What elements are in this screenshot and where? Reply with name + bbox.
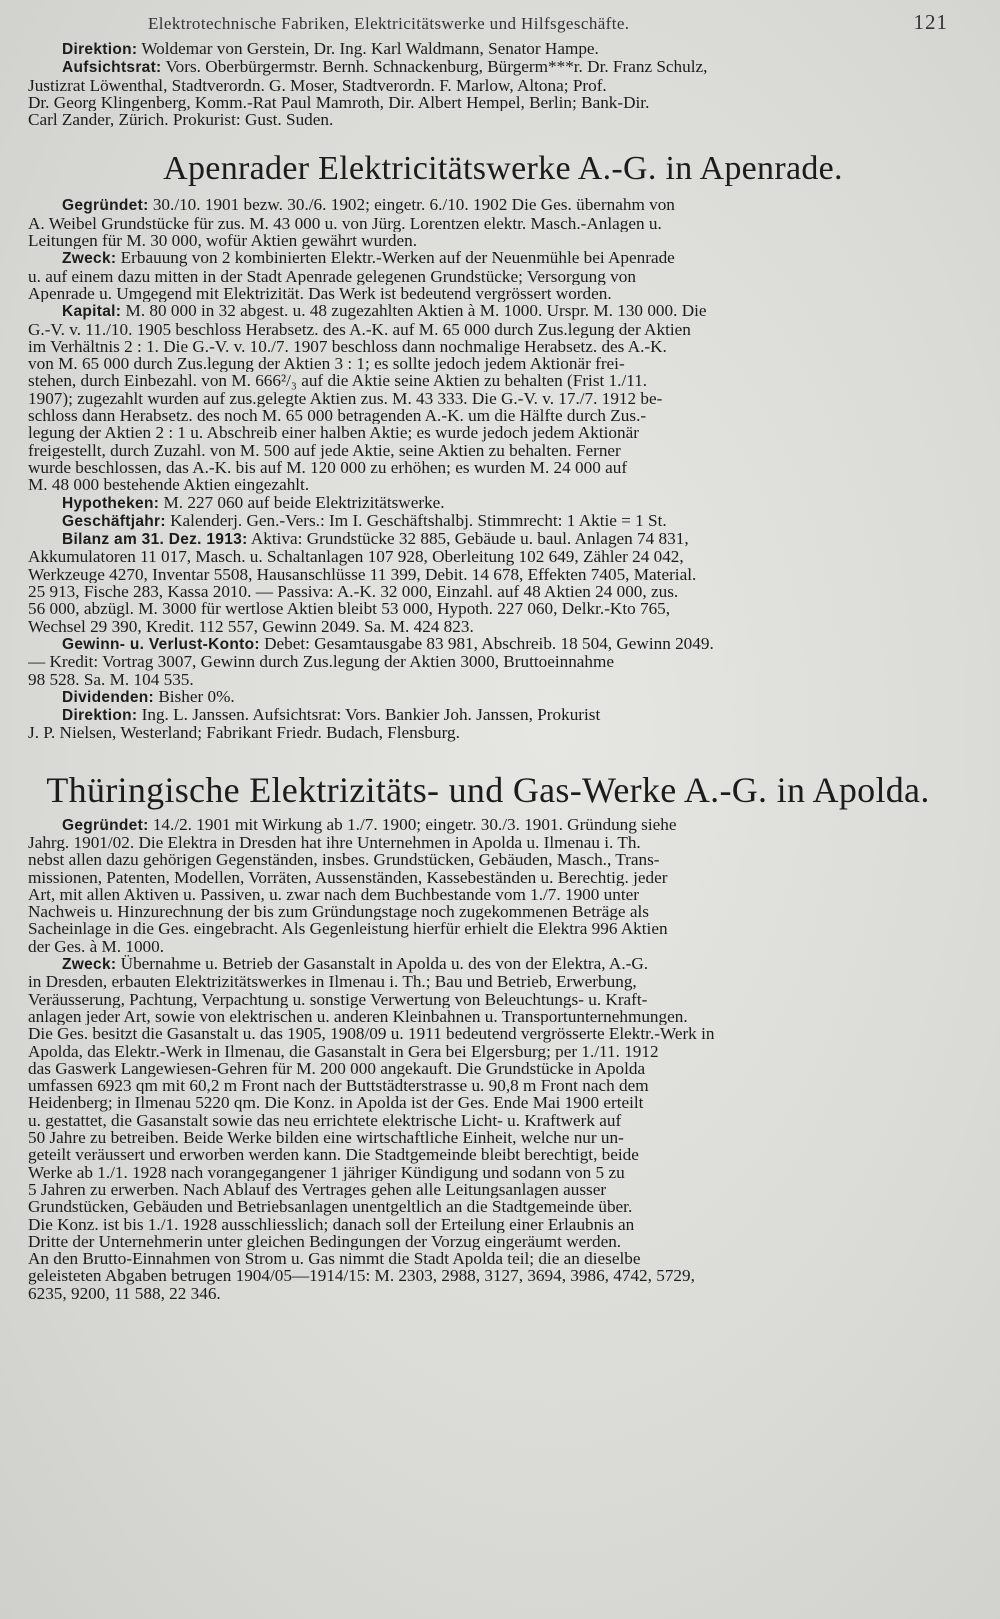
- line-text: Die Ges. besitzt die Gasanstalt u. das 1905, 1908/09 u. 1911 bedeutend vergrösserte Elektr.-Werk in: [28, 1025, 715, 1043]
- line-text: 25 913, Fische 283, Kassa 2010. — Passiva: A.-K. 32 000, Einzahl. auf 48 Aktien 24 000, zus.: [28, 583, 679, 601]
- text-line: [28, 355, 948, 372]
- text-line: [28, 77, 948, 94]
- text-line: [28, 1112, 948, 1129]
- field-label: Zweck:: [62, 956, 117, 974]
- field-label: Zweck:: [62, 250, 117, 268]
- line-text: 50 Jahre zu betreiben. Beide Werke bilden eine wirtschaftliche Einheit, welche nur un-: [28, 1129, 624, 1147]
- field-label: Gewinn- u. Verlust-Konto:: [62, 635, 260, 653]
- text-line: [28, 1267, 948, 1284]
- section-title-apolda: Thüringische Elektrizitäts- und Gas-Werke A.-G. in Apolda.: [46, 769, 930, 810]
- line-text: der Ges. à M. 1000.: [28, 937, 165, 956]
- line-text: A. Weibel Grundstücke für zus. M. 43 000 u. von Jürg. Lorentzen elektr. Masch.-Anlagen u.: [28, 214, 662, 233]
- text-line: [28, 834, 948, 851]
- text-line: [28, 390, 948, 407]
- text-line: [28, 459, 948, 476]
- line-text: u. gestattet, die Gasanstalt sowie das neu errichtete elektrische Licht- u. Kraftwerk auf: [28, 1111, 622, 1130]
- line-text: Jahrg. 1901/02. Die Elektra in Dresden hat ihre Unternehmen in Apolda u. Ilmenau i. Th.: [28, 833, 641, 852]
- line-text: freigestellt, durch Zuzahl. von M. 500 auf jede Aktie, seine Aktien zu behalten. Ferner: [28, 441, 621, 459]
- text-line: [28, 442, 948, 459]
- line-text: im Verhältnis 2 : 1. Die G.-V. v. 10./7. 1907 beschloss dann nochmalige Herabsetz. des A.-K.: [28, 337, 667, 356]
- section-body-apolda: [28, 816, 948, 1302]
- line-text: anlagen jeder Art, sowie von elektrischen u. anderen Kleinbahnen u. Transportunternehmungen.: [28, 1007, 688, 1026]
- text-line: [28, 635, 948, 653]
- running-head-title: Elektrotechnische Fabriken, Elektricitätswerke und Hilfsgeschäfte.: [148, 14, 630, 33]
- line-text: M. 227 060 auf beide Elektrizitätswerke.: [159, 493, 445, 512]
- line-text: Kalenderj. Gen.-Vers.: Im I. Geschäftshalbj. Stimmrecht: 1 Aktie = 1 St.: [165, 511, 667, 530]
- line-text: J. P. Nielsen, Westerland; Fabrikant Friedr. Budach, Flensburg.: [28, 724, 460, 742]
- line-text: Grundstücken, Gebäuden und Betriebsanlagen unentgeltlich an die Stadtgemeinde über.: [28, 1198, 633, 1216]
- line-text: 14./2. 1901 mit Wirkung ab 1./7. 1900; eingetr. 30./3. 1901. Gründung siehe: [148, 815, 677, 834]
- text-line: [28, 321, 948, 338]
- line-text: in Dresden, erbauten Elektrizitätswerkes in Ilmenau i. Th.; Bau und Betrieb, Erwerbung,: [28, 973, 637, 991]
- line-text: 98 528. Sa. M. 104 535.: [28, 670, 194, 688]
- field-label: Dividenden:: [62, 688, 155, 706]
- section-body-apenrade: [28, 196, 948, 741]
- top-entry-text: [28, 40, 948, 128]
- text-line: [28, 920, 948, 937]
- line-text: stehen, durch Einbezahl. von M. 666²/₃ auf die Aktie seine Aktien zu behalten (Frist 1./11.: [28, 372, 648, 390]
- text-line: [28, 566, 948, 583]
- text-line: [28, 1129, 948, 1146]
- text-line: [28, 249, 948, 267]
- text-line: [28, 338, 948, 355]
- field-label: Gegründet:: [62, 197, 149, 215]
- text-line: [28, 671, 948, 688]
- text-line: [28, 869, 948, 886]
- line-text: wurde beschlossen, das A.-K. bis auf M. 120 000 zu erhöhen; es wurden M. 24 000 auf: [28, 458, 628, 477]
- line-text: von M. 65 000 durch Zus.legung der Aktien 3 : 1; es sollte jedoch jedem Aktionär frei-: [28, 355, 625, 373]
- line-text: 6235, 9200, 11 588, 22 346.: [28, 1284, 221, 1302]
- line-text: das Gaswerk Langewiesen-Gehren für M. 200 000 angekauft. Die Grundstücke in Apolda: [28, 1059, 646, 1078]
- text-line: [28, 938, 948, 955]
- text-line: [28, 215, 948, 232]
- text-line: [28, 955, 948, 973]
- text-line: [28, 991, 948, 1008]
- field-label: Aufsichtsrat:: [62, 59, 162, 77]
- line-text: Sacheinlage in die Ges. eingebracht. Als Gegenleistung hierfür erhielt die Elektra 996 Aktien: [28, 920, 668, 938]
- section-title-apenrade: Apenrader Elektricitätswerke A.-G. in Apenrade.: [163, 150, 843, 188]
- field-label: Direktion:: [62, 41, 138, 58]
- text-line: [28, 600, 948, 617]
- line-text: geteilt veräussert und erworben werden kann. Die Stadtgemeinde bleibt berechtigt, beide: [28, 1146, 639, 1164]
- text-line: [28, 851, 948, 868]
- line-text: 1907); zugezahlt wurden auf zus.gelegte Aktien zus. M. 43 333. Die G.-V. v. 17./7. 1912 be-: [28, 389, 663, 408]
- text-line: [28, 548, 948, 565]
- line-text: Carl Zander, Zürich. Prokurist: Gust. Suden.: [28, 111, 334, 129]
- text-line: [28, 724, 948, 741]
- line-text: An den Brutto-Einnahmen von Strom u. Gas nimmt die Stadt Apolda teil; die an dieselbe: [28, 1250, 641, 1268]
- line-text: Woldemar von Gerstein, Dr. Ing. Karl Waldmann, Senator Hampe.: [137, 40, 599, 58]
- field-label: Kapital:: [62, 303, 122, 321]
- text-line: [28, 1008, 948, 1025]
- line-text: Wechsel 29 390, Kredit. 112 557, Gewinn 2049. Sa. M. 424 823.: [28, 617, 474, 635]
- line-text: Werkzeuge 4270, Inventar 5508, Hausanschlüsse 11 399, Debit. 14 678, Effekten 7405, Material.: [28, 565, 697, 584]
- line-text: M. 48 000 bestehende Aktien eingezahlt.: [28, 476, 310, 494]
- line-text: 5 Jahren zu erwerben. Nach Ablauf des Vertrages gehen alle Leitungsanlagen ausser: [28, 1180, 607, 1199]
- text-line: [28, 583, 948, 600]
- line-text: M. 80 000 in 32 abgest. u. 48 zugezahlten Aktien à M. 1000. Urspr. M. 130 000. Die: [121, 302, 707, 321]
- text-line: [28, 268, 948, 285]
- field-label: Direktion:: [62, 707, 138, 725]
- text-line: [28, 706, 948, 724]
- line-text: 30./10. 1901 bezw. 30./6. 1902; eingetr. 6./10. 1902 Die Ges. übernahm von: [148, 196, 675, 215]
- field-label: Gegründet:: [62, 816, 149, 834]
- line-text: Dr. Georg Klingenberg, Komm.-Rat Paul Mamroth, Dir. Albert Hempel, Berlin; Bank-Dir.: [28, 93, 650, 112]
- line-text: Apenrade u. Umgegend mit Elektrizität. Das Werk ist bedeutend vergrössert worden.: [28, 284, 612, 303]
- line-text: geleisteten Abgaben betrugen 1904/05—1914/15: M. 2303, 2988, 3127, 3694, 3986, 4742, 5729,: [28, 1267, 695, 1285]
- field-label: Hypotheken:: [62, 494, 160, 512]
- text-line: [28, 816, 948, 834]
- page-number: 121: [913, 10, 948, 34]
- text-line: [28, 903, 948, 920]
- text-line: [28, 1198, 948, 1215]
- line-text: G.-V. v. 11./10. 1905 beschloss Herabsetz. des A.-K. auf M. 65 000 durch Zus.legung der Aktien: [28, 320, 691, 338]
- text-line: [28, 372, 948, 389]
- text-line: [28, 494, 948, 512]
- line-text: Akkumulatoren 11 017, Masch. u. Schaltanlagen 107 928, Oberleitung 102 649, Zähler 24 042,: [28, 548, 684, 566]
- text-line: [28, 1233, 948, 1250]
- text-line: [28, 407, 948, 424]
- line-text: Debet: Gesamtausgabe 83 981, Abschreib. 18 504, Gewinn 2049.: [259, 634, 714, 653]
- line-text: Dritte der Unternehmerin unter gleichen Bedingungen der Vorzug eingeräumt werden.: [28, 1232, 622, 1251]
- text-line: [28, 1250, 948, 1267]
- line-text: Aktiva: Grundstücke 32 885, Gebäude u. baul. Anlagen 74 831,: [247, 530, 689, 549]
- line-text: Art, mit allen Aktiven u. Passiven, u. zwar nach dem Buchbestande vom 1./7. 1900 unter: [28, 885, 639, 904]
- text-line: [28, 1094, 948, 1111]
- text-line: [28, 973, 948, 990]
- text-line: [28, 232, 948, 249]
- line-text: Werke ab 1./1. 1928 nach vorangegangener 1 jähriger Kündigung und sodann von 5 zu: [28, 1163, 625, 1181]
- field-label: Bilanz am 31. Dez. 1913:: [62, 531, 248, 549]
- text-line: [28, 111, 948, 128]
- line-text: Ing. L. Janssen. Aufsichtsrat: Vors. Bankier Joh. Janssen, Prokurist: [137, 706, 601, 725]
- line-text: Bisher 0%.: [154, 687, 235, 706]
- text-line: [28, 530, 948, 548]
- text-line: [28, 302, 948, 320]
- line-text: schloss dann Herabsetz. des noch M. 65 000 betragenden A.-K. um die Hälfte durch Zus.-: [28, 407, 647, 425]
- text-line: [28, 688, 948, 706]
- line-text: Leitungen für M. 30 000, wofür Aktien gewährt wurden.: [28, 232, 418, 250]
- line-text: missionen, Patenten, Modellen, Vorräten, Aussenständen, Kassebeständen u. Berechtig. jeder: [28, 868, 668, 886]
- running-head: [28, 6, 948, 40]
- line-text: nebst allen dazu gehörigen Gegenständen, insbes. Grundstücken, Gebäuden, Masch., Trans-: [28, 851, 660, 869]
- line-text: Die Konz. ist bis 1./1. 1928 ausschliesslich; danach soll der Erteilung einer Erlaubnis an: [28, 1215, 635, 1233]
- text-line: [28, 1164, 948, 1181]
- text-line: [28, 1060, 948, 1077]
- text-line: [28, 1025, 948, 1042]
- line-text: u. auf einem dazu mitten in der Stadt Apenrade gelegenen Grundstücke; Versorgung von: [28, 267, 636, 285]
- text-line: [28, 1077, 948, 1094]
- text-line: [28, 196, 948, 214]
- line-text: umfassen 6923 qm mit 60,2 m Front nach der Buttstädterstrasse u. 90,8 m Front nach dem: [28, 1077, 649, 1095]
- line-text: Übernahme u. Betrieb der Gasanstalt in Apolda u. des von der Elektra, A.-G.: [116, 955, 649, 974]
- text-line: [28, 653, 948, 670]
- text-line: [28, 1285, 948, 1302]
- text-line: [28, 1216, 948, 1233]
- text-line: [28, 1146, 948, 1163]
- text-line: [28, 40, 948, 58]
- text-line: [28, 618, 948, 635]
- text-line: [28, 58, 948, 76]
- line-text: Veräusserung, Pachtung, Verpachtung u. sonstige Verwertung von Beleuchtungs- u. Kraft-: [28, 990, 648, 1008]
- text-line: [28, 1043, 948, 1060]
- line-text: Nachweis u. Hinzurechnung der bis zum Gründungstage noch zugekommenen Beträge als: [28, 903, 649, 921]
- line-text: Vors. Oberbürgermstr. Bernh. Schnackenburg, Bürgerm***r. Dr. Franz Schulz,: [161, 58, 708, 77]
- line-text: Justizrat Löwenthal, Stadtverordn. G. Moser, Stadtverordn. F. Marlow, Altona; Prof.: [28, 76, 607, 94]
- line-text: Erbauung von 2 kombinierten Elektr.-Werken auf der Neuenmühle bei Apenrade: [116, 249, 675, 268]
- field-label: Geschäftjahr:: [62, 512, 166, 530]
- line-text: — Kredit: Vortrag 3007, Gewinn durch Zus.legung der Aktien 3000, Bruttoeinnahme: [28, 653, 615, 671]
- line-text: Heidenberg; in Ilmenau 5220 qm. Die Konz. in Apolda ist der Ges. Ende Mai 1900 erteilt: [28, 1094, 644, 1112]
- line-text: legung der Aktien 2 : 1 u. Abschreib einer halben Aktie; es wurde jedoch jedem Aktionär: [28, 424, 639, 442]
- line-text: 56 000, abzügl. M. 3000 für wertlose Aktien bleibt 53 000, Hypoth. 227 060, Delkr.-Kto 765,: [28, 600, 671, 618]
- text-line: [28, 886, 948, 903]
- text-line: [28, 476, 948, 493]
- text-line: [28, 285, 948, 302]
- text-line: [28, 424, 948, 441]
- line-text: Apolda, das Elektr.-Werk in Ilmenau, die Gasanstalt in Gera bei Elgersburg; per 1./11. 1912: [28, 1042, 659, 1060]
- text-line: [28, 512, 948, 530]
- text-line: [28, 94, 948, 111]
- text-line: [28, 1181, 948, 1198]
